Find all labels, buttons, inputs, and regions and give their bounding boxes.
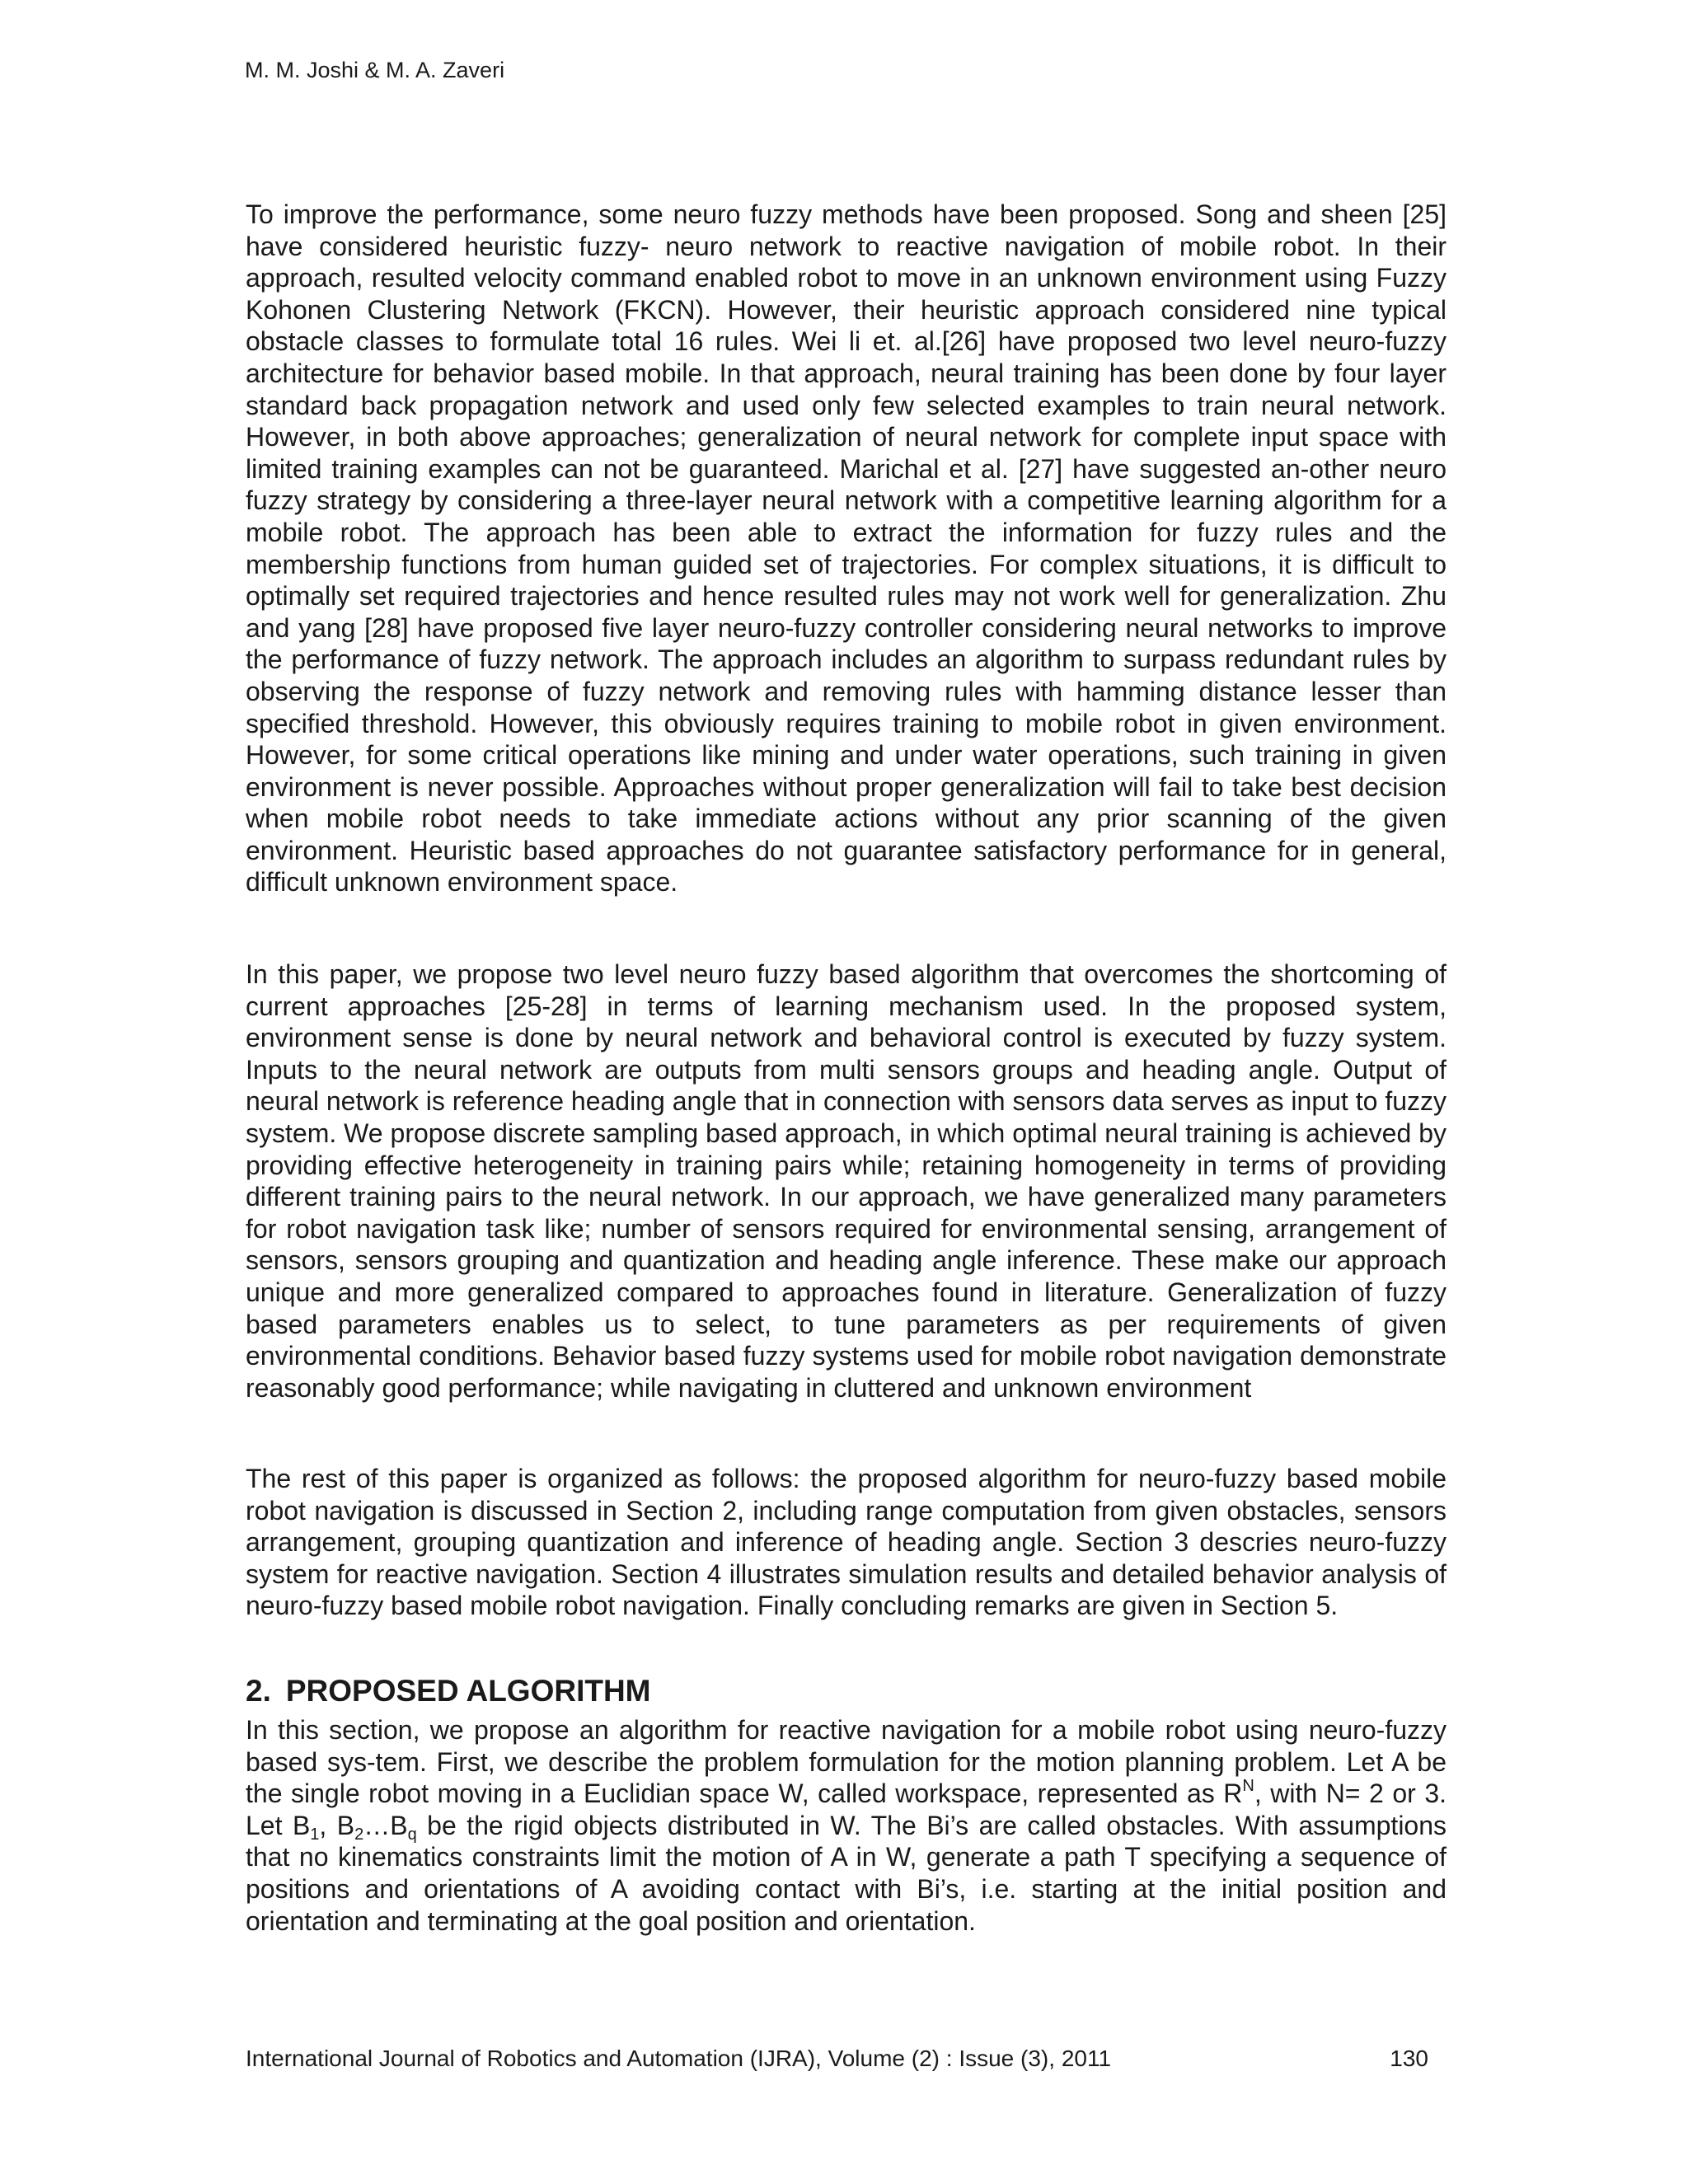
paragraph-proposed-approach: In this paper, we propose two level neuro fuzzy based algorithm that overcomes the shortcoming of current approaches [25-28] in terms of learning mechanism used. In the proposed system, environment sense is done by neural network and behavioral control is executed by fuzzy system. Inputs to the neural network are outputs from multi sensors groups and heading angle. Output of neural network is reference heading angle that in connection with sensors data serves as input to fuzzy system. We propose discrete sampling based approach, in which optimal neural training is achieved by providing effective heterogeneity in training pairs while; retaining homogeneity in terms of providing different training pairs to the neural network. In our approach, we have generalized many parameters for robot navigation task like; number of sensors required for environmental sensing, arrangement of sensors, sensors grouping and quantization and heading angle inference. These make our approach unique and more generalized compared to approaches found in literature. Generalization of fuzzy based parameters enables us to select, to tune parameters as per requirements of given environmental conditions. Behavior based fuzzy systems used for mobile robot navigation demonstrate reasonably good performance; while navigating in cluttered and unknown environment xyxy=(246,959,1447,1403)
paragraph-paper-organization: The rest of this paper is organized as follows: the proposed algorithm for neuro-fuzzy based mobile robot navigation is discussed in Section 2, including range computation from given obstacles, sensors arrangement, grouping quantization and inference of heading angle. Section 3 descries neuro-fuzzy system for reactive navigation. Section 4 illustrates simulation results and detailed behavior analysis of neuro-fuzzy based mobile robot navigation. Finally concluding remarks are given in Section 5. xyxy=(246,1464,1447,1621)
running-header-authors: M. M. Joshi & M. A. Zaveri xyxy=(245,58,505,82)
section-title: PROPOSED ALGORITHM xyxy=(285,1674,651,1708)
p4-text-part5: be the rigid objects distributed in W. The Bi’s are called obstacles. With assumptions that no kinematics constraints limit the motion of A in W, generate a path T specifying a sequence of positions and orientations of A avoiding contact with Bi’s, i.e. starting at the initial position and orientation and terminating at the goal position and orientation. xyxy=(246,1810,1447,1936)
paragraph-problem-formulation xyxy=(246,1714,1447,1937)
p4-text-part4: …B xyxy=(363,1810,408,1840)
paragraph-related-work: To improve the performance, some neuro fuzzy methods have been proposed. Song and sheen [25] have considered heuristic fuzzy- neuro network to reactive navigation of mobile robot. In their approach, resulted velocity command enabled robot to move in an unknown environment using Fuzzy Kohonen Clustering Network (FKCN). However, their heuristic approach considered nine typical obstacle classes to formulate total 16 rules. Wei li et. al.[26] have proposed two level neuro-fuzzy architecture for behavior based mobile. In that approach, neural training has been done by four layer standard back propagation network and used only few selected examples to train neural network. However, in both above approaches; generalization of neural network for complete input space with limited training examples can not be guaranteed. Marichal et al. [27] have suggested an-other neuro fuzzy strategy by considering a three-layer neural network with a competitive learning algorithm for a mobile robot. The approach has been able to extract the information for fuzzy rules and the membership functions from human guided set of trajectories. For complex situations, it is difficult to optimally set required trajectories and hence resulted rules may not work well for generalization. Zhu and yang [28] have proposed five layer neuro-fuzzy controller considering neural networks to improve the performance of fuzzy network. The approach includes an algorithm to surpass redundant rules by observing the response of fuzzy network and removing rules with hamming distance lesser than specified threshold. However, this obviously requires training to mobile robot in given environment. However, for some critical operations like mining and under water operations, such training in given environment is never possible. Approaches without proper generalization will fail to take best decision when mobile robot needs to take immediate actions without any prior scanning of the given environment. Heuristic based approaches do not guarantee satisfactory performance for in general, difficult unknown environment space. xyxy=(246,199,1447,898)
p4-subscript-q: q xyxy=(407,1825,417,1844)
p4-subscript-1: 1 xyxy=(310,1825,320,1844)
p4-subscript-2: 2 xyxy=(354,1825,364,1844)
p4-text-part1: In this section, we propose an algorithm for reactive navigation for a mobile robot using neuro-fuzzy based sys-tem. First, we describe the problem formulation for the motion planning problem. Let A be the single robot moving in a Euclidian space W, called workspace, represented as R xyxy=(246,1715,1447,1809)
p4-superscript-n: N xyxy=(1242,1777,1254,1796)
p4-text-part2: , with N= 2 or 3. Let B xyxy=(246,1779,1447,1840)
section-number: 2. xyxy=(246,1674,271,1708)
p4-text-part3: , B xyxy=(319,1810,355,1840)
section-heading xyxy=(246,1671,651,1711)
page-footer xyxy=(246,2044,1447,2074)
footer-journal-citation: International Journal of Robotics and Automation (IJRA), Volume (2) : Issue (3), 2011 xyxy=(246,2046,1112,2071)
page-number: 130 xyxy=(1390,2046,1428,2071)
